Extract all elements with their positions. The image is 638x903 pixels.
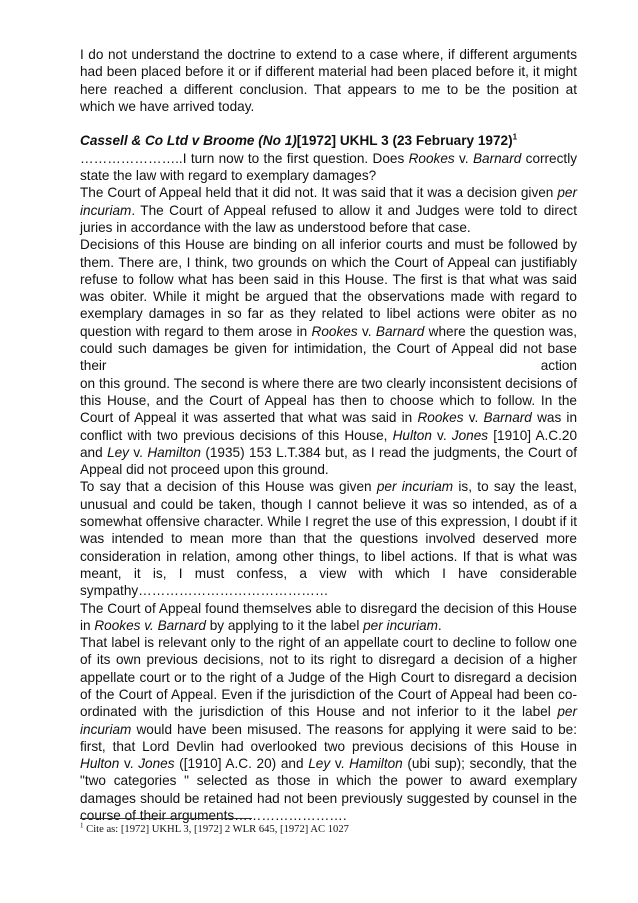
- text-run: v.: [330, 756, 350, 772]
- case-party: Ley: [308, 756, 331, 772]
- text-run: v.: [463, 410, 484, 426]
- paragraph-second-ground: [80, 375, 577, 479]
- text-run: (1935) 153 L.T.384 but, as I read the judgments, the Court of Appeal did not proceed upon this ground.: [80, 444, 577, 478]
- text-run: .: [437, 617, 442, 633]
- case-party: Barnard: [375, 323, 425, 339]
- text-run: correctly state the law with regard to exemplary damages?: [80, 150, 578, 184]
- text-run: would have been misused. The reasons for applying it were said to be: first, that Lord Devlin had overlooked two previous decisions of this House in: [80, 721, 577, 754]
- latin-term: per incuriam: [376, 479, 454, 495]
- case-party: Jones: [138, 756, 175, 772]
- document-body: [80, 46, 577, 824]
- footnote-reference[interactable]: 1: [512, 132, 518, 142]
- text-run: (ubi sup); secondly, that the "two categories " selected as those in which the power to award exemplary damages should be retained had not been previously suggested by counsel in the course of their arguments…………………….: [80, 756, 577, 824]
- text-run: The Court of Appeal held that it did not. It was said that it was a decision given: [80, 185, 558, 201]
- latin-term: per incuriam: [80, 704, 577, 737]
- case-party: Hamilton: [349, 756, 403, 772]
- text-run: by applying to it the label: [205, 617, 364, 633]
- text-run: The Court of Appeal found themselves able to disregard the decision of this House in: [80, 600, 577, 633]
- text-run: That label is relevant only to the right of an appellate court to decline to follow one of its own previous decisions, not to its right to disregard a decision of a higher appellate court or to the right of a Judge of the High Court to disregard a decision of the Court of Appeal. Even if the jurisdiction of the Court of Appeal had been co-ordinated with the jurisdiction of this House and not inferior to it the label: [80, 635, 577, 720]
- case-name-inline: Rookes v. Barnard: [94, 617, 206, 633]
- text-run: is, to say the least, unusual and could be taken, though I cannot believe it was so intended, as of a somewhat offensive character. While I regret the use of this expression, I doubt if it was intended to mean more than that the questions involved deserved more consideration in relation, among other things, to libel actions. If that is what was meant, it is, I must confess, a view with which I have considerable sympathy……………………………………: [80, 479, 577, 599]
- case-party: Rookes: [417, 410, 464, 426]
- footnote-marker: 1: [80, 821, 84, 830]
- paragraph-court-of-appeal: [80, 184, 577, 236]
- footnote: [80, 823, 560, 836]
- case-party: Rookes: [408, 150, 455, 166]
- text-run: on this ground. The second is where there are two clearly inconsistent decisions of this House, and the Court of Appeal has then to choose which to follow. In the Court of Appeal it was asserted that what was said in: [80, 375, 577, 426]
- case-heading: [80, 132, 577, 149]
- text-run: where the question was, could such damages be given for intimidation, the Court of Appeal did not base their action: [80, 323, 578, 374]
- paragraph-first-question: [80, 150, 577, 185]
- text-run: To say that a decision of this House was given: [80, 479, 377, 495]
- case-party: Barnard: [472, 150, 522, 166]
- text-run: was in conflict with two previous decisions of this House,: [80, 410, 578, 443]
- case-party: Hulton: [80, 756, 120, 772]
- paragraph-per-incuriam: [80, 478, 577, 599]
- case-party: Barnard: [483, 410, 532, 426]
- footnote-separator: [80, 818, 252, 819]
- text-run: v.: [431, 427, 452, 443]
- paragraph-disregard-decision: [80, 600, 577, 635]
- opening-paragraph: I do not understand the doctrine to extend to a case where, if different arguments had been placed before it or if different material had been placed before it, it might here reached a different conclusion. That appears to me to be the position at which we have arrived today.: [80, 47, 577, 114]
- text-run: v.: [128, 444, 148, 460]
- latin-term: per incuriam: [363, 617, 438, 633]
- text-run: v.: [454, 150, 473, 166]
- text-run: v.: [119, 756, 139, 772]
- text-run: [1910] A.C.20 and: [80, 427, 578, 460]
- text-run: Decisions of this House are binding on all inferior courts and must be followed by them. There are, I think, two grounds on which the Court of Appeal can justifiably refuse to follow what has been said in this House. The first is that what was said was obiter. While it might be argued that the observations made with regard to exemplary damages in so far as they related to libel actions were obiter as no question with regard to them arose in: [80, 237, 577, 339]
- paragraph-decisions-binding: [80, 236, 577, 374]
- case-party: Rookes: [311, 323, 358, 339]
- paragraph-gap: [80, 115, 577, 132]
- case-party: Ley: [107, 444, 129, 460]
- case-party: Jones: [451, 427, 489, 443]
- text-run: v.: [357, 323, 376, 339]
- ellipsis-dots: …………………..: [80, 150, 183, 166]
- footnote-text: Cite as: [1972] UKHL 3, [1972] 2 WLR 645, [1972] AC 1027: [83, 824, 349, 835]
- case-party: Hulton: [392, 427, 432, 443]
- latin-term: per incuriam: [80, 185, 577, 218]
- text-run: . The Court of Appeal refused to allow it and Judges were told to direct juries in accordance with the law as understood before that case.: [80, 202, 577, 235]
- case-party: Hamilton: [147, 444, 201, 460]
- paragraph-label-relevant: [80, 634, 577, 824]
- text-run: I turn now to the first question. Does: [182, 150, 409, 166]
- case-name: Cassell & Co Ltd v Broome (No 1): [80, 133, 297, 149]
- case-citation: [1972] UKHL 3 (23 February 1972): [296, 133, 513, 149]
- text-run: ([1910] A.C. 20) and: [174, 756, 309, 772]
